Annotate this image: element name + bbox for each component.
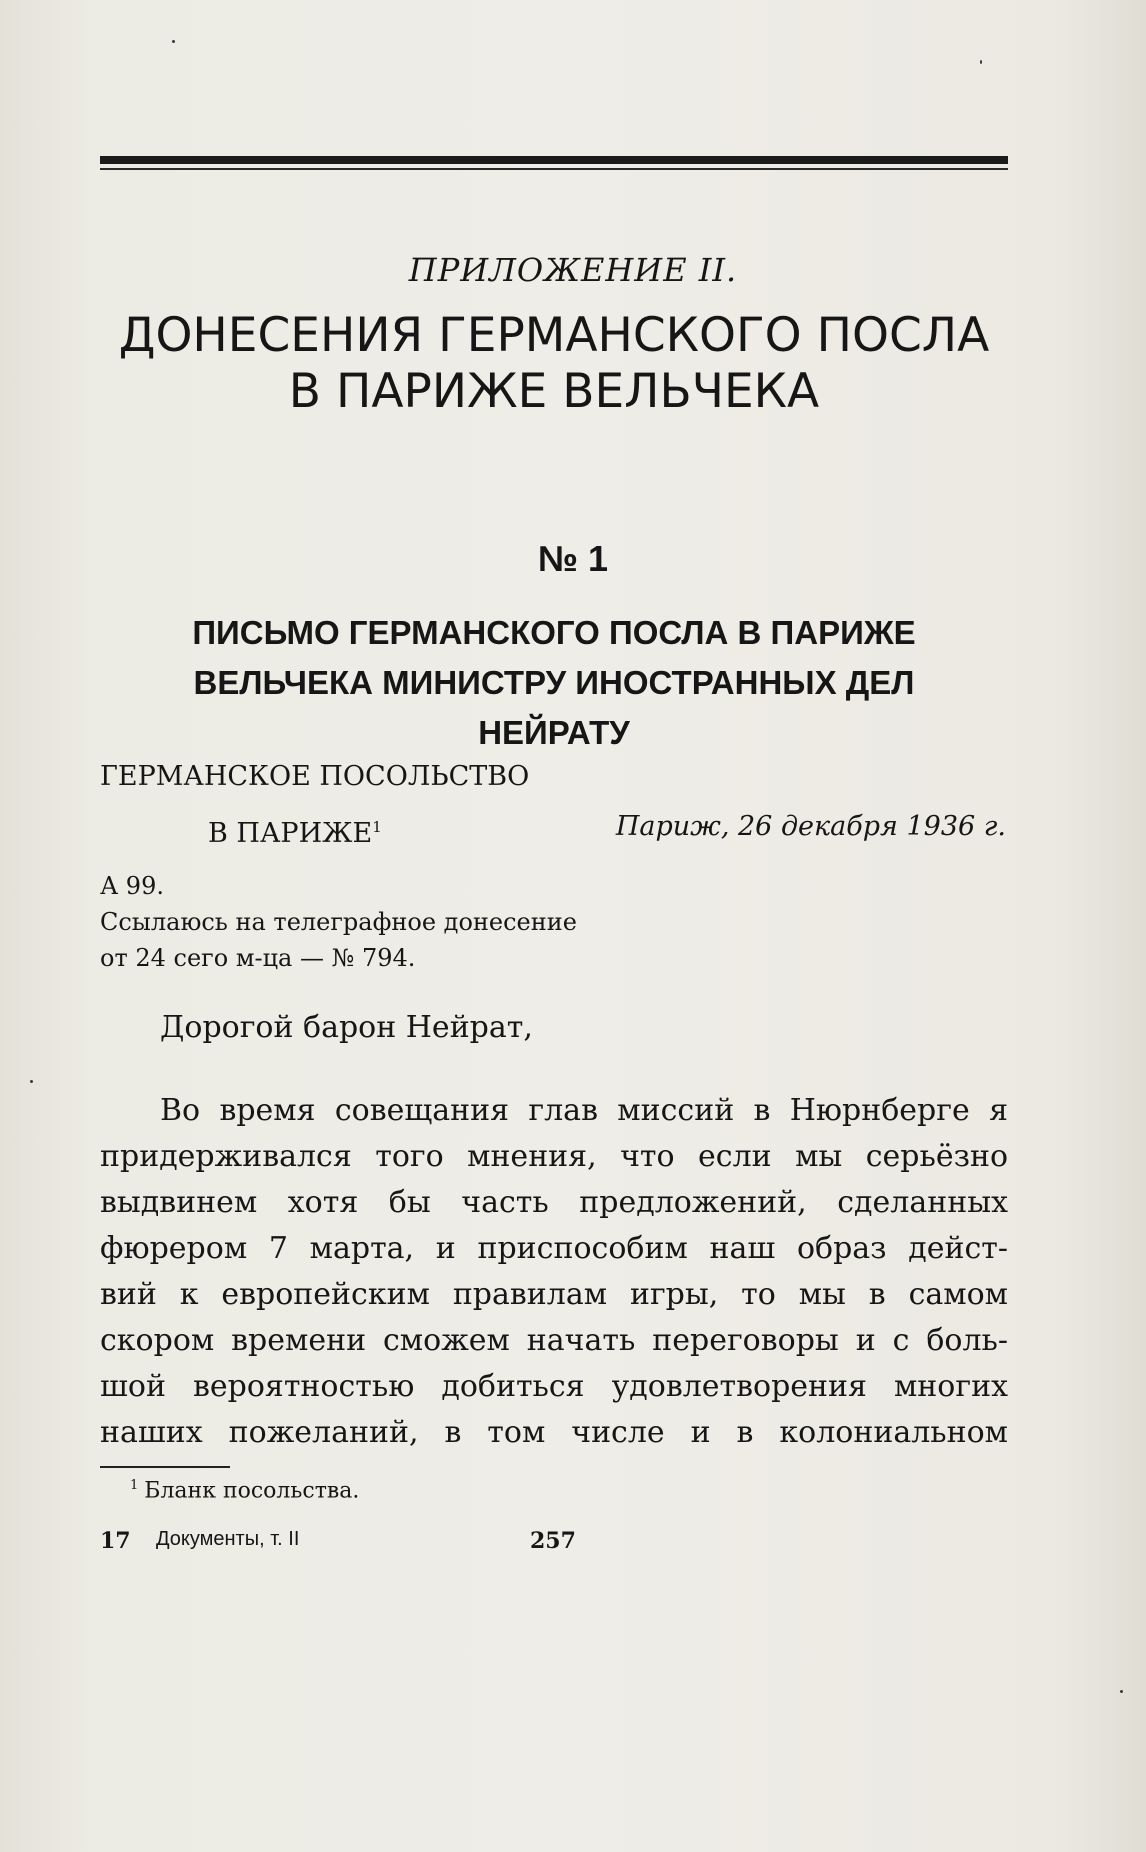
body-line: фюрером 7 марта, и приспособим наш образ дейст-: [100, 1231, 1008, 1266]
footnote-number: 1: [130, 1478, 139, 1493]
appendix-heading: ПРИЛОЖЕНИЕ II.: [408, 251, 738, 289]
embassy-city: [100, 802, 529, 859]
page-number: 257: [530, 1528, 576, 1554]
main-title-line: ДОНЕСЕНИЯ ГЕРМАНСКОГО ПОСЛА: [118, 308, 990, 363]
body-line: Во время совещания глав миссий в Нюрнберге я: [160, 1093, 1008, 1128]
paper-speck: [172, 40, 175, 43]
body-line: выдвинем хотя бы часть предложений, сделанных: [100, 1185, 1008, 1220]
main-title: [100, 308, 1008, 420]
body-line: скором времени сможем начать переговоры и с боль-: [100, 1323, 1008, 1358]
embassy-name: ГЕРМАНСКОЕ ПОСОЛЬСТВО: [100, 761, 530, 792]
body-line: вий к европейским правилам игры, то мы в самом: [100, 1277, 1008, 1312]
reference-line: Ссылаюсь на телеграфное донесение: [100, 908, 577, 936]
reference-line: от 24 сего м-ца — № 794.: [100, 944, 416, 972]
edition-label: Документы, т. II: [156, 1528, 300, 1550]
footnote: [130, 1478, 359, 1503]
body-line: наших пожеланий, в том числе и в колониальном: [100, 1415, 1008, 1450]
document-title-line: ВЕЛЬЧЕКА МИНИСТРУ ИНОСТРАННЫХ ДЕЛ: [193, 664, 915, 701]
footnote-rule: [100, 1466, 230, 1468]
signature-mark: 17: [100, 1528, 131, 1554]
document-title-line: ПИСЬМО ГЕРМАНСКОГО ПОСЛА В ПАРИЖЕ: [192, 614, 916, 651]
footnote-text: Бланк посольства.: [144, 1478, 360, 1504]
embassy-city-text: В ПАРИЖЕ: [208, 818, 373, 849]
document-number: № 1: [537, 538, 609, 579]
paper-speck: [980, 60, 982, 64]
document-title-line: НЕЙРАТУ: [478, 714, 630, 751]
reference-number: А 99.: [100, 872, 164, 900]
header-rule-thick: [100, 156, 1008, 164]
paper-speck: [1120, 1690, 1123, 1693]
header-rule-thin: [100, 168, 1008, 170]
paper-speck: [30, 1080, 33, 1083]
footnote-mark: 1: [372, 818, 382, 836]
body-line: придерживался того мнения, что если мы серьёзно: [100, 1139, 1008, 1174]
document-title: [100, 608, 1008, 758]
embassy-letterhead: [100, 752, 529, 859]
letter-body: [100, 1088, 1008, 1456]
salutation: Дорогой барон Нейрат,: [160, 1010, 533, 1045]
main-title-line: В ПАРИЖЕ ВЕЛЬЧЕКА: [288, 364, 820, 419]
reference-block: [100, 868, 577, 976]
letter-date: Париж, 26 декабря 1936 г.: [615, 811, 1006, 842]
body-line: шой вероятностью добиться удовлетворения многих: [100, 1369, 1008, 1404]
